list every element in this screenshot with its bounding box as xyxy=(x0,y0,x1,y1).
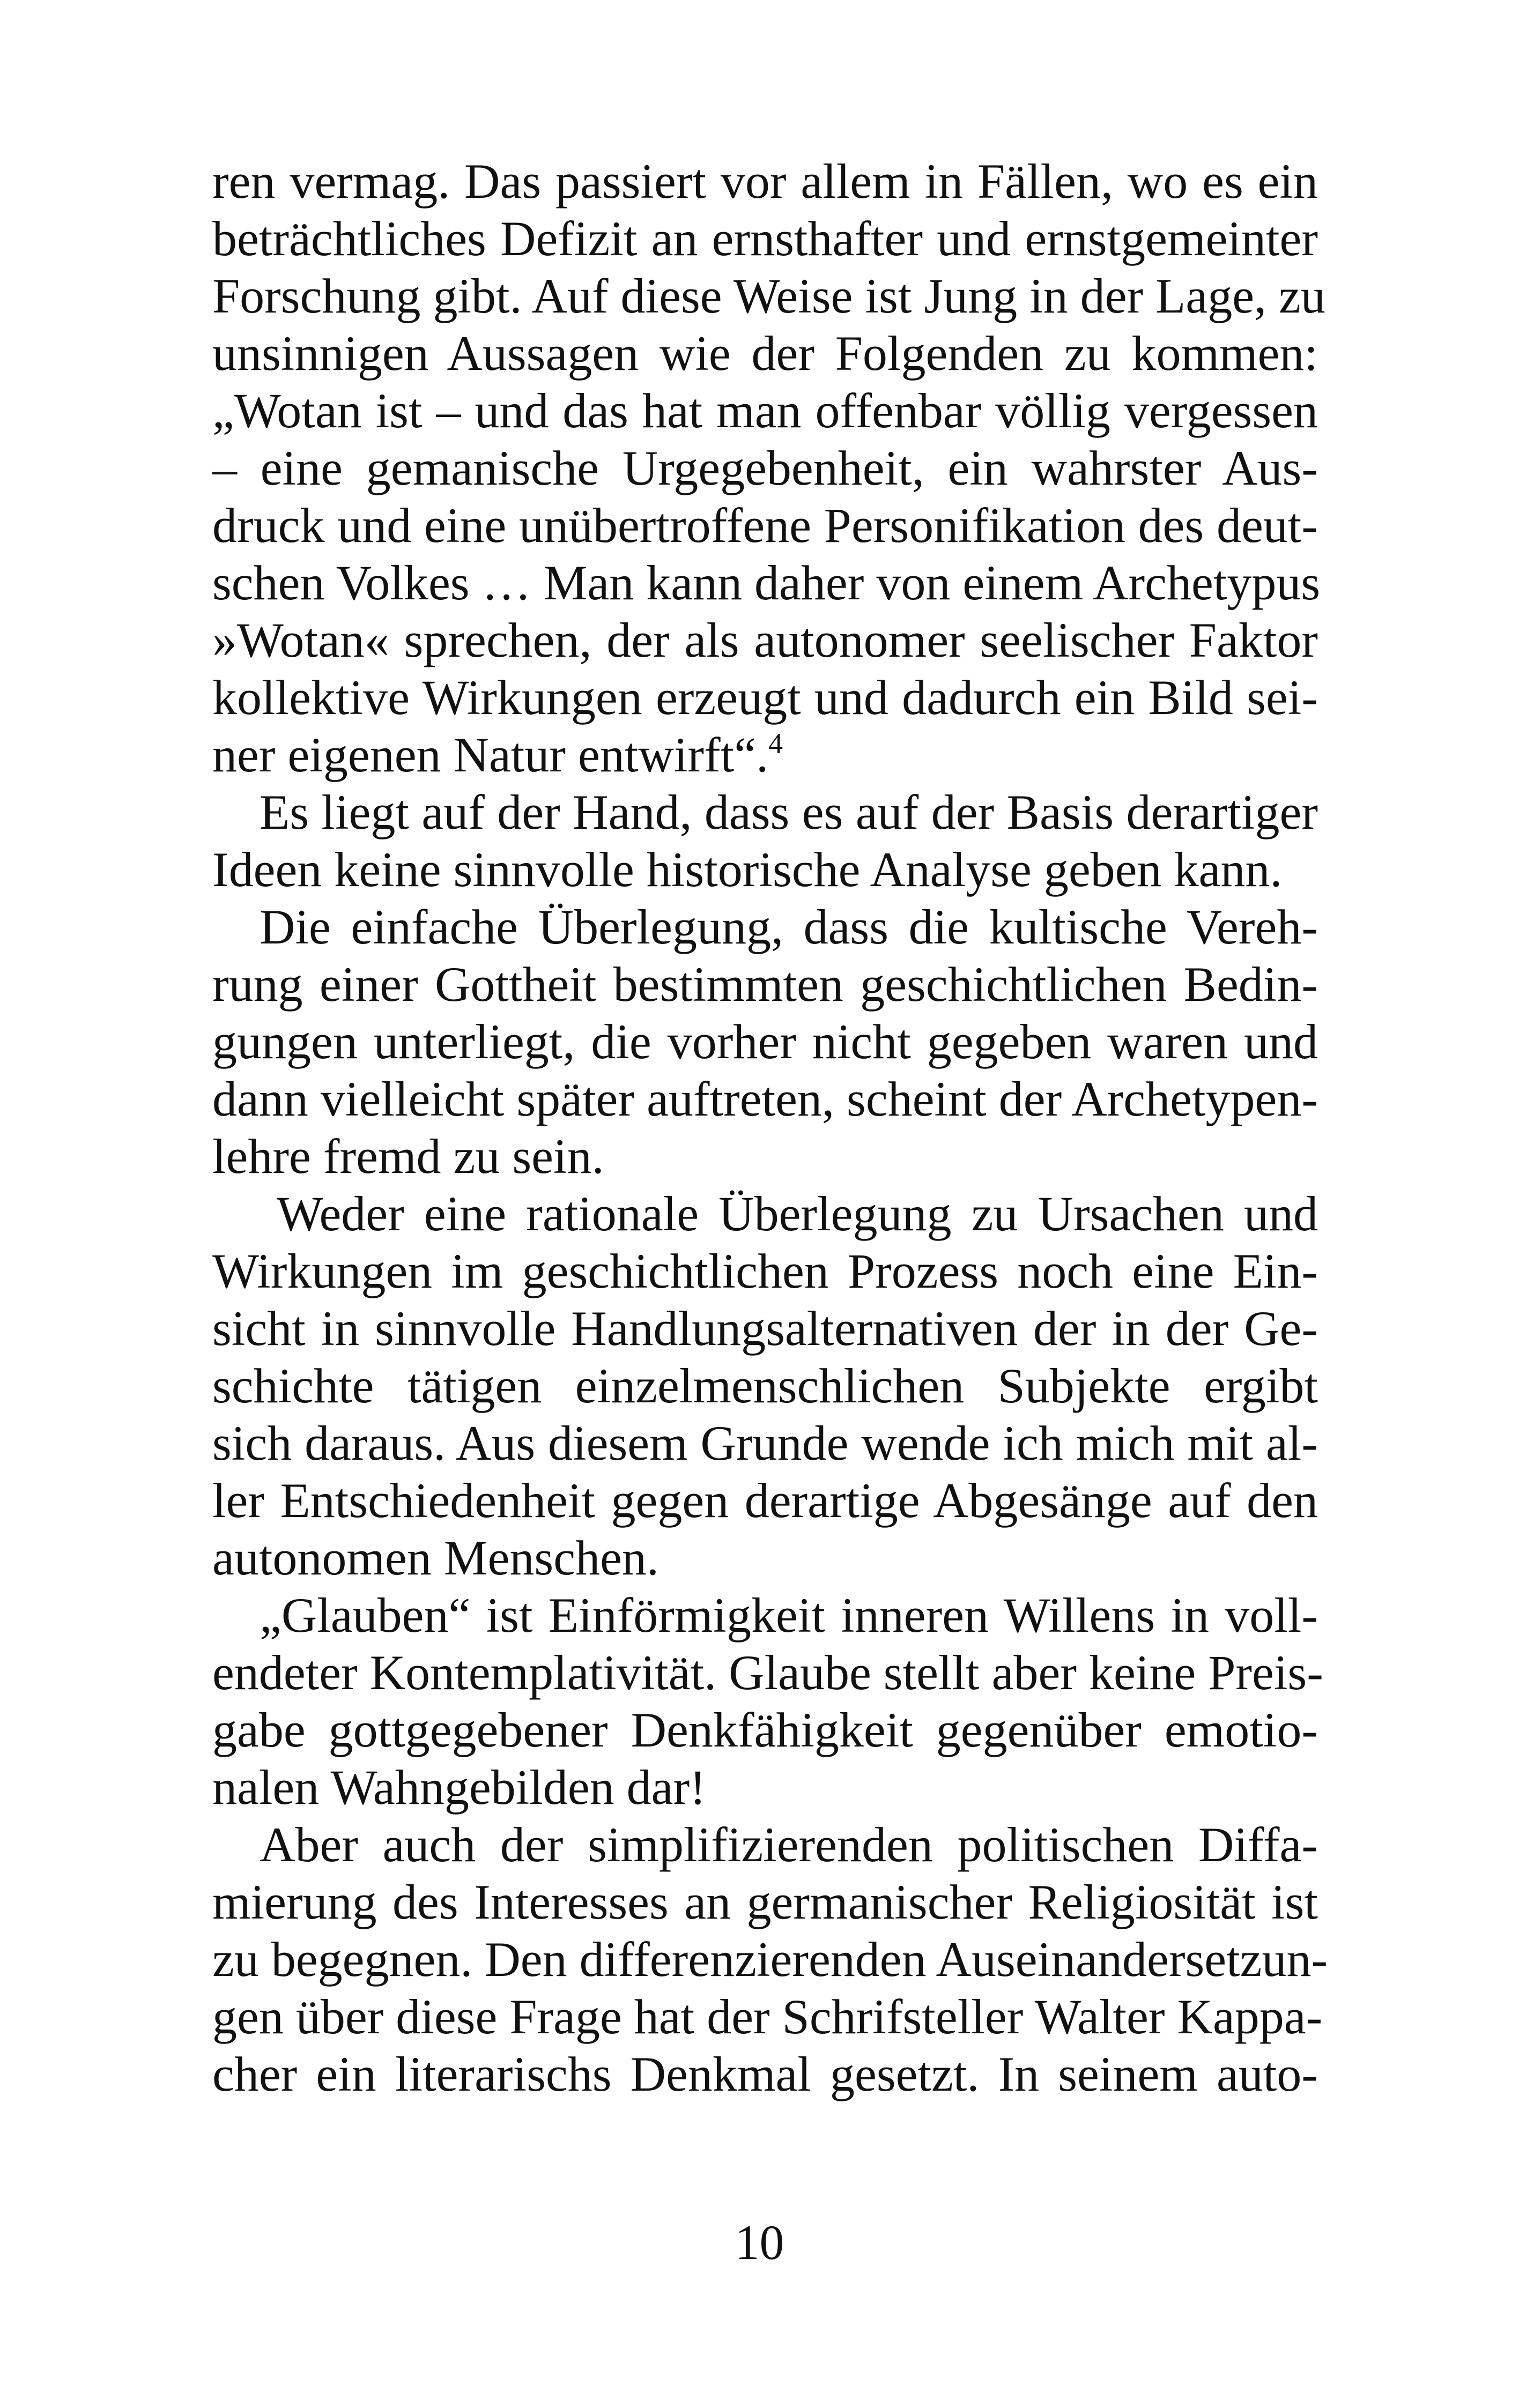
text-line: ner eigenen Natur entwirft“. xyxy=(212,727,769,782)
text-line: Es liegt auf der Hand, dass es auf der Basis derartiger xyxy=(260,785,1318,839)
text-line: Weder eine rationale Überlegung zu Ursachen und xyxy=(277,1186,1318,1241)
text-line: gungen unterliegt, die vorher nicht gegeben waren und xyxy=(212,1014,1318,1069)
text-line: cher ein literarischs Denkmal gesetzt. In seinem auto- xyxy=(212,2047,1318,2101)
text-line: druck und eine unübertroffene Personifikation des deut- xyxy=(212,498,1318,553)
text-line: Wirkungen im geschichtlichen Prozess noch eine Ein- xyxy=(212,1244,1318,1298)
text-line: ren vermag. Das passiert vor allem in Fällen, wo es ein xyxy=(212,154,1318,209)
text-line: „Glauben“ ist Einförmigkeit inneren Willens in voll- xyxy=(260,1588,1318,1643)
text-line-with-footnote xyxy=(212,726,1318,784)
text-line: gabe gottgegebener Denkfähigkeit gegenüber emotio- xyxy=(212,1703,1318,1757)
page-number: 10 xyxy=(735,2215,784,2270)
text-line: schen Volkes … Man kann daher von einem Archetypus xyxy=(212,555,1321,610)
text-line: – eine gemanische Urgegebenheit, ein wahrster Aus- xyxy=(212,441,1318,495)
text-line: kollektive Wirkungen erzeugt und dadurch ein Bild sei- xyxy=(212,670,1318,725)
text-line: ler Entschiedenheit gegen derartige Abgesänge auf den xyxy=(212,1473,1318,1528)
text-line: »Wotan« sprechen, der als autonomer seelischer Faktor xyxy=(212,613,1318,667)
text-line: unsinnigen Aussagen wie der Folgenden zu kommen: xyxy=(212,326,1318,381)
text-line: autonomen Menschen. xyxy=(212,1530,659,1585)
text-line: „Wotan ist – und das hat man offenbar völlig vergessen xyxy=(212,383,1318,438)
text-line: nalen Wahngebilden dar! xyxy=(212,1760,706,1815)
text-line: Aber auch der simplifizierenden politischen Diffa- xyxy=(260,1817,1318,1872)
text-line: Die einfache Überlegung, dass die kultische Vereh- xyxy=(260,900,1318,954)
text-line: gen über diese Frage hat der Schrifsteller Walter Kappa- xyxy=(212,1989,1323,2044)
text-line: endeter Kontemplativität. Glaube stellt aber keine Preis- xyxy=(212,1645,1323,1700)
text-line: Forschung gibt. Auf diese Weise ist Jung in der Lage, zu xyxy=(212,269,1325,323)
text-line: sich daraus. Aus diesem Grunde wende ich mich mit al- xyxy=(212,1416,1318,1470)
text-line: schichte tätigen einzelmenschlichen Subjekte ergibt xyxy=(212,1358,1318,1413)
text-line: zu begegnen. Den differenzierenden Auseinandersetzun- xyxy=(212,1932,1328,1987)
text-line: sicht in sinnvolle Handlungsalternativen der in der Ge- xyxy=(212,1301,1318,1356)
body-text xyxy=(212,153,1328,2103)
text-line: rung einer Gottheit bestimmten geschichtlichen Bedin- xyxy=(212,957,1318,1012)
footnote-marker: 4 xyxy=(768,727,783,760)
text-line: mierung des Interesses an germanischer Religiosität ist xyxy=(212,1875,1318,1929)
text-line: lehre fremd zu sein. xyxy=(212,1129,604,1184)
text-line: beträchtliches Defizit an ernsthafter und ernstgemeinter xyxy=(212,211,1318,266)
text-line: dann vielleicht später auftreten, scheint der Archetypen- xyxy=(212,1072,1318,1126)
text-line: Ideen keine sinnvolle historische Analyse geben kann. xyxy=(212,842,1283,897)
